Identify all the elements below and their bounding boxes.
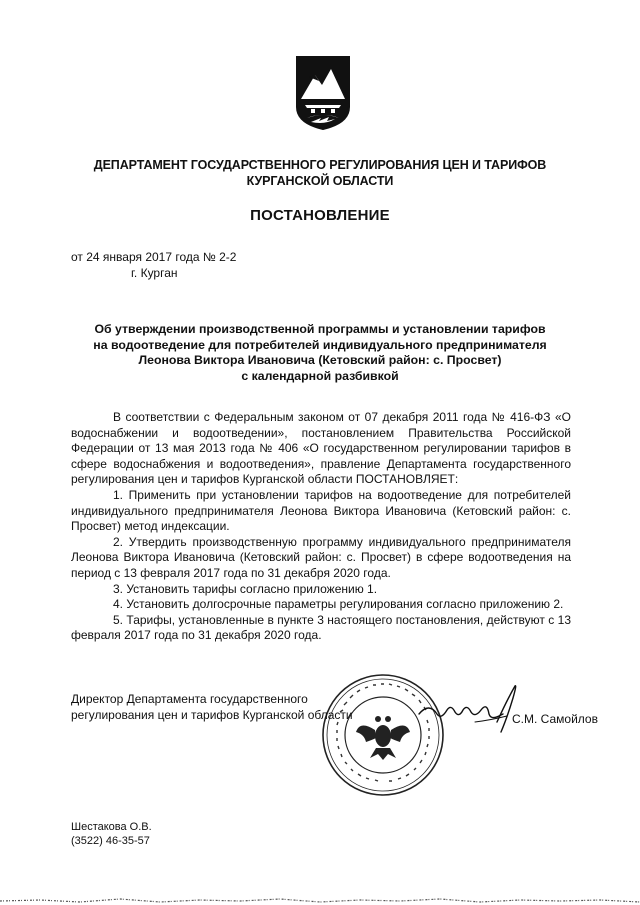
subject-line1: Об утверждении производственной программы и установлении тарифов <box>94 322 546 336</box>
department-name <box>70 157 570 189</box>
signatory-position-line1: Директор Департамента государственного <box>71 692 308 706</box>
document-type-title: ПОСТАНОВЛЕНИЕ <box>250 207 390 224</box>
executor-contact <box>71 820 152 848</box>
body-item-2: 2. Утвердить производственную программу индивидуального предпринимателя Леонова Виктора Ивановича (Кетовский район: с. Просвет) в сфере водоотведения на период с 13 февраля 2017 года по 31 декабря 2020 года. <box>71 534 571 580</box>
coat-of-arms-icon <box>295 55 351 131</box>
body-preamble: В соответствии с Федеральным законом от 07 декабря 2011 года № 416-ФЗ «О водоснабжении и водоотведении», постановлением Правительства Российской Федерации от 13 мая 2013 года № 406 «О государственном регулировании тарифов в сфере водоснабжения и водоотведения», правление Департамента государственного регулирования цен и тарифов Курганской области ПОСТАНОВЛЯЕТ: <box>71 410 571 487</box>
signatory-name: С.М. Самойлов <box>512 712 598 726</box>
document-body <box>71 410 571 644</box>
executor-name: Шестакова О.В. <box>71 821 152 833</box>
signatory-position <box>71 692 353 723</box>
document-subject <box>80 322 560 384</box>
subject-line2: на водоотведение для потребителей индивидуального предпринимателя <box>93 337 547 352</box>
subject-line4: с календарной разбивкой <box>241 368 399 383</box>
scan-edge-artifact <box>0 893 640 905</box>
department-name-line1: ДЕПАРТАМЕНТ ГОСУДАРСТВЕННОГО РЕГУЛИРОВАНИЯ ЦЕН И ТАРИФОВ <box>93 158 547 172</box>
subject-line3: Леонова Виктора Ивановича (Кетовский район: с. Просвет) <box>138 353 502 367</box>
body-item-5: 5. Тарифы, установленные в пункте 3 настоящего постановления, действуют с 13 февраля 2017 года по 31 декабря 2020 года. <box>71 612 571 643</box>
body-item-4: 4. Установить долгосрочные параметры регулирования согласно приложению 2. <box>113 597 564 612</box>
body-item-1: 1. Применить при установлении тарифов на водоотведение для потребителей индивидуального предпринимателя Леонова Виктора Ивановича (Кетовский район: с. Просвет) метод индексации. <box>71 487 571 534</box>
document-date-number: от 24 января 2017 года № 2-2 <box>71 250 237 264</box>
executor-phone: (3522) 46-35-57 <box>71 835 150 847</box>
signatory-position-line2: регулирования цен и тарифов Курганской области <box>71 707 353 722</box>
department-name-line2: КУРГАНСКОЙ ОБЛАСТИ <box>246 174 394 188</box>
handwritten-signature-icon <box>415 680 535 740</box>
document-city: г. Курган <box>131 266 178 280</box>
body-item-3: 3. Установить тарифы согласно приложению 1. <box>113 581 378 596</box>
